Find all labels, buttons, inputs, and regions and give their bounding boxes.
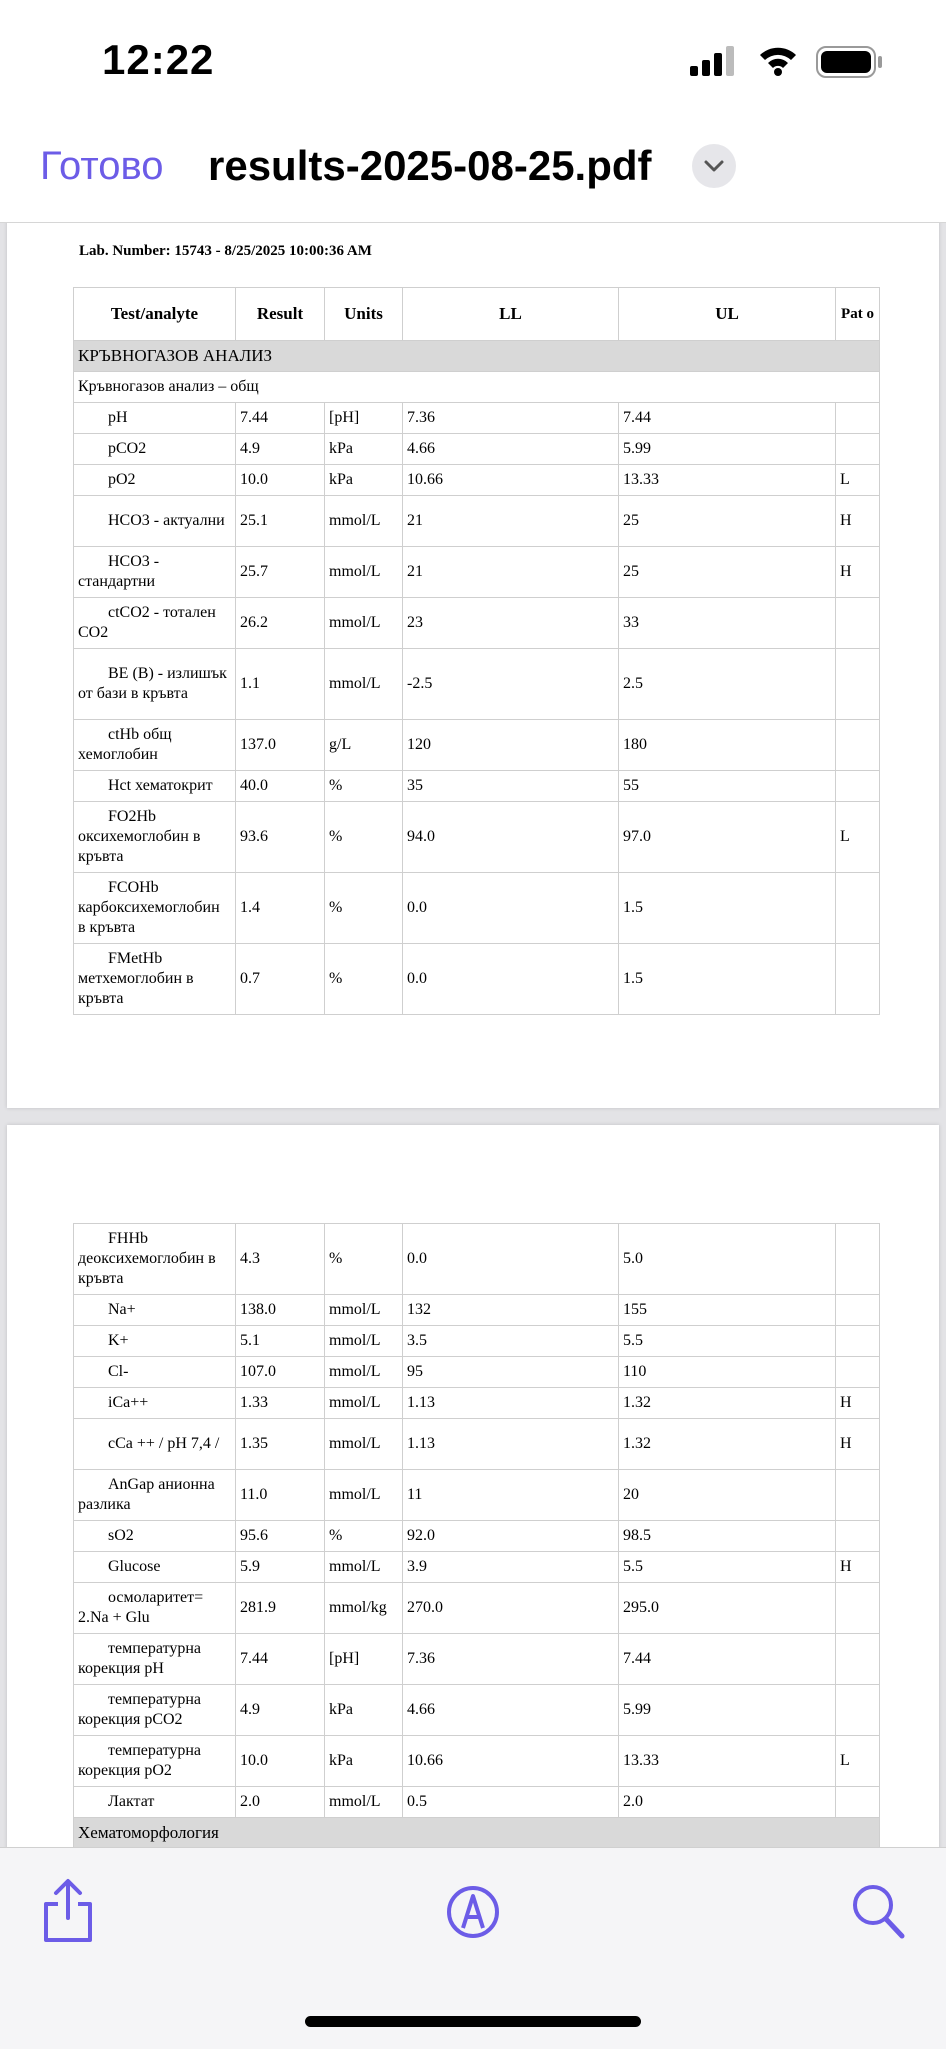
lower-limit: 132 — [403, 1295, 619, 1326]
upper-limit: 5.5 — [619, 1326, 836, 1357]
subsection-title: Кръвногазов анализ – общ — [74, 372, 880, 403]
results-table-page-2 — [73, 1223, 880, 1848]
table-row — [74, 598, 880, 649]
upper-limit: 7.44 — [619, 403, 836, 434]
upper-limit: 5.0 — [619, 1224, 836, 1295]
result-value: 1.35 — [236, 1419, 325, 1470]
result-value: 107.0 — [236, 1357, 325, 1388]
result-value: 25.7 — [236, 547, 325, 598]
pathology-flag — [836, 1521, 880, 1552]
units-value: mmol/L — [325, 547, 403, 598]
chevron-down-icon — [703, 159, 725, 173]
upper-limit: 1.32 — [619, 1419, 836, 1470]
search-icon[interactable] — [850, 1882, 906, 1942]
lower-limit: 10.66 — [403, 1736, 619, 1787]
analyte-name: sO2 — [74, 1521, 236, 1552]
lower-limit: -2.5 — [403, 649, 619, 720]
pathology-flag — [836, 1295, 880, 1326]
units-value: [pH] — [325, 1634, 403, 1685]
pathology-flag — [836, 598, 880, 649]
analyte-name: ctHb общ хемоглобин — [74, 720, 236, 771]
analyte-name: осмоларитет= 2.Na + Glu — [74, 1583, 236, 1634]
result-value: 1.4 — [236, 873, 325, 944]
pathology-flag — [836, 649, 880, 720]
bottom-toolbar — [0, 1847, 946, 2049]
pathology-flag — [836, 873, 880, 944]
result-value: 138.0 — [236, 1295, 325, 1326]
units-value: % — [325, 1224, 403, 1295]
result-value: 10.0 — [236, 465, 325, 496]
column-header: Pat o — [836, 288, 880, 341]
analyte-name: AnGap анионна разлика — [74, 1470, 236, 1521]
upper-limit: 5.99 — [619, 434, 836, 465]
analyte-name: HCO3 - актуални — [74, 496, 236, 547]
title-menu-button[interactable] — [692, 144, 736, 188]
table-row — [74, 649, 880, 720]
upper-limit: 1.32 — [619, 1388, 836, 1419]
table-row — [74, 1787, 880, 1818]
markup-icon[interactable] — [445, 1884, 501, 1940]
units-value: kPa — [325, 434, 403, 465]
analyte-name: температурна корекция pO2 — [74, 1736, 236, 1787]
result-value: 1.1 — [236, 649, 325, 720]
column-header: LL — [403, 288, 619, 341]
lower-limit: 4.66 — [403, 434, 619, 465]
pdf-page-2 — [7, 1125, 939, 1848]
result-value: 11.0 — [236, 1470, 325, 1521]
upper-limit: 97.0 — [619, 802, 836, 873]
pathology-flag — [836, 1634, 880, 1685]
table-row — [74, 944, 880, 1015]
lower-limit: 3.5 — [403, 1326, 619, 1357]
analyte-name: Hct хематокрит — [74, 771, 236, 802]
lower-limit: 270.0 — [403, 1583, 619, 1634]
table-row — [74, 403, 880, 434]
pathology-flag: L — [836, 465, 880, 496]
result-value: 5.9 — [236, 1552, 325, 1583]
cellular-signal-icon — [690, 46, 738, 78]
lower-limit: 0.0 — [403, 944, 619, 1015]
column-header: UL — [619, 288, 836, 341]
section-row — [74, 341, 880, 372]
wifi-icon — [758, 44, 798, 76]
units-value: mmol/kg — [325, 1583, 403, 1634]
result-value: 40.0 — [236, 771, 325, 802]
lower-limit: 7.36 — [403, 1634, 619, 1685]
lower-limit: 21 — [403, 496, 619, 547]
table-row — [74, 1326, 880, 1357]
lower-limit: 23 — [403, 598, 619, 649]
upper-limit: 295.0 — [619, 1583, 836, 1634]
table-row — [74, 1470, 880, 1521]
result-value: 10.0 — [236, 1736, 325, 1787]
analyte-name: ctCO2 - тотален CO2 — [74, 598, 236, 649]
lower-limit: 35 — [403, 771, 619, 802]
analyte-name: cCa ++ / pH 7,4 / — [74, 1419, 236, 1470]
upper-limit: 2.0 — [619, 1787, 836, 1818]
analyte-name: температурна корекция pCO2 — [74, 1685, 236, 1736]
upper-limit: 7.44 — [619, 1634, 836, 1685]
units-value: % — [325, 1521, 403, 1552]
analyte-name: Лактат — [74, 1787, 236, 1818]
status-bar — [0, 0, 946, 120]
upper-limit: 5.99 — [619, 1685, 836, 1736]
units-value: mmol/L — [325, 1357, 403, 1388]
upper-limit: 33 — [619, 598, 836, 649]
upper-limit: 2.5 — [619, 649, 836, 720]
lower-limit: 10.66 — [403, 465, 619, 496]
analyte-name: pO2 — [74, 465, 236, 496]
units-value: kPa — [325, 1685, 403, 1736]
analyte-name: FHHb деоксихемоглобин в кръвта — [74, 1224, 236, 1295]
document-title[interactable]: results-2025-08-25.pdf — [208, 142, 652, 189]
table-header-row — [74, 288, 880, 341]
result-value: 7.44 — [236, 403, 325, 434]
lower-limit: 1.13 — [403, 1388, 619, 1419]
result-value: 7.44 — [236, 1634, 325, 1685]
pathology-flag — [836, 771, 880, 802]
table-row — [74, 720, 880, 771]
upper-limit: 98.5 — [619, 1521, 836, 1552]
pathology-flag — [836, 1224, 880, 1295]
units-value: kPa — [325, 1736, 403, 1787]
units-value: % — [325, 771, 403, 802]
table-row — [74, 1357, 880, 1388]
upper-limit: 20 — [619, 1470, 836, 1521]
lower-limit: 1.13 — [403, 1419, 619, 1470]
pathology-flag: L — [836, 802, 880, 873]
table-row — [74, 1224, 880, 1295]
result-value: 4.9 — [236, 1685, 325, 1736]
pdf-page-1 — [7, 223, 939, 1108]
column-header: Test/analyte — [74, 288, 236, 341]
result-value: 2.0 — [236, 1787, 325, 1818]
units-value: mmol/L — [325, 1295, 403, 1326]
units-value: % — [325, 944, 403, 1015]
pathology-flag: H — [836, 547, 880, 598]
units-value: kPa — [325, 465, 403, 496]
analyte-name: FCOHb карбоксихемоглобин в кръвта — [74, 873, 236, 944]
pathology-flag — [836, 720, 880, 771]
units-value: mmol/L — [325, 649, 403, 720]
table-row — [74, 496, 880, 547]
pathology-flag: H — [836, 496, 880, 547]
battery-icon — [816, 46, 884, 78]
pathology-flag: H — [836, 1388, 880, 1419]
section-row — [74, 1818, 880, 1849]
result-value: 1.33 — [236, 1388, 325, 1419]
analyte-name: iCa++ — [74, 1388, 236, 1419]
pathology-flag — [836, 1685, 880, 1736]
table-row — [74, 1388, 880, 1419]
lower-limit: 4.66 — [403, 1685, 619, 1736]
units-value: % — [325, 873, 403, 944]
upper-limit: 25 — [619, 547, 836, 598]
lower-limit: 94.0 — [403, 802, 619, 873]
lower-limit: 95 — [403, 1357, 619, 1388]
pathology-flag — [836, 403, 880, 434]
units-value: mmol/L — [325, 1470, 403, 1521]
units-value: [pH] — [325, 403, 403, 434]
results-table-page-1 — [73, 287, 880, 1015]
section-title: Хематоморфология — [74, 1818, 880, 1849]
pathology-flag — [836, 1787, 880, 1818]
units-value: mmol/L — [325, 1419, 403, 1470]
table-row — [74, 802, 880, 873]
lower-limit: 0.0 — [403, 1224, 619, 1295]
table-row — [74, 547, 880, 598]
pathology-flag — [836, 1583, 880, 1634]
analyte-name: FO2Hb оксихемоглобин в кръвта — [74, 802, 236, 873]
lower-limit: 120 — [403, 720, 619, 771]
table-row — [74, 1685, 880, 1736]
table-row — [74, 1552, 880, 1583]
result-value: 93.6 — [236, 802, 325, 873]
units-value: mmol/L — [325, 1787, 403, 1818]
column-header: Result — [236, 288, 325, 341]
analyte-name: pH — [74, 403, 236, 434]
pathology-flag — [836, 434, 880, 465]
lab-number-header: Lab. Number: 15743 - 8/25/2025 10:00:36 AM — [79, 243, 372, 259]
upper-limit: 13.33 — [619, 1736, 836, 1787]
upper-limit: 110 — [619, 1357, 836, 1388]
result-value: 4.3 — [236, 1224, 325, 1295]
column-header: Units — [325, 288, 403, 341]
pathology-flag: L — [836, 1736, 880, 1787]
pdf-viewer[interactable] — [0, 223, 946, 1848]
subsection-row — [74, 372, 880, 403]
upper-limit: 1.5 — [619, 944, 836, 1015]
status-time: 12:22 — [102, 36, 215, 83]
lower-limit: 21 — [403, 547, 619, 598]
upper-limit: 5.5 — [619, 1552, 836, 1583]
result-value: 5.1 — [236, 1326, 325, 1357]
lower-limit: 3.9 — [403, 1552, 619, 1583]
units-value: mmol/L — [325, 1326, 403, 1357]
table-row — [74, 1521, 880, 1552]
upper-limit: 55 — [619, 771, 836, 802]
result-value: 281.9 — [236, 1583, 325, 1634]
upper-limit: 25 — [619, 496, 836, 547]
table-row — [74, 1419, 880, 1470]
result-value: 25.1 — [236, 496, 325, 547]
table-row — [74, 1295, 880, 1326]
lower-limit: 0.0 — [403, 873, 619, 944]
table-row — [74, 465, 880, 496]
pathology-flag: H — [836, 1419, 880, 1470]
units-value: mmol/L — [325, 496, 403, 547]
upper-limit: 180 — [619, 720, 836, 771]
result-value: 137.0 — [236, 720, 325, 771]
lower-limit: 11 — [403, 1470, 619, 1521]
units-value: % — [325, 802, 403, 873]
units-value: mmol/L — [325, 1388, 403, 1419]
result-value: 4.9 — [236, 434, 325, 465]
table-row — [74, 1736, 880, 1787]
result-value: 0.7 — [236, 944, 325, 1015]
done-button[interactable]: Готово — [40, 144, 164, 188]
lower-limit: 0.5 — [403, 1787, 619, 1818]
analyte-name: температурна корекция pH — [74, 1634, 236, 1685]
analyte-name: BE (B) - излишък от бази в кръвта — [74, 649, 236, 720]
table-row — [74, 1634, 880, 1685]
table-row — [74, 771, 880, 802]
navigation-bar — [0, 120, 946, 223]
analyte-name: Na+ — [74, 1295, 236, 1326]
pathology-flag — [836, 1470, 880, 1521]
analyte-name: Cl- — [74, 1357, 236, 1388]
home-indicator — [305, 2016, 641, 2027]
table-row — [74, 1583, 880, 1634]
analyte-name: HCO3 - стандартни — [74, 547, 236, 598]
analyte-name: FMetHb метхемоглобин в кръвта — [74, 944, 236, 1015]
table-row — [74, 873, 880, 944]
pathology-flag: H — [836, 1552, 880, 1583]
units-value: mmol/L — [325, 1552, 403, 1583]
section-title: КРЪВНОГАЗОВ АНАЛИЗ — [74, 341, 880, 372]
upper-limit: 13.33 — [619, 465, 836, 496]
pathology-flag — [836, 944, 880, 1015]
result-value: 95.6 — [236, 1521, 325, 1552]
result-value: 26.2 — [236, 598, 325, 649]
analyte-name: pCO2 — [74, 434, 236, 465]
analyte-name: Glucose — [74, 1552, 236, 1583]
pathology-flag — [836, 1357, 880, 1388]
analyte-name: K+ — [74, 1326, 236, 1357]
pathology-flag — [836, 1326, 880, 1357]
units-value: g/L — [325, 720, 403, 771]
lower-limit: 7.36 — [403, 403, 619, 434]
table-row — [74, 434, 880, 465]
units-value: mmol/L — [325, 598, 403, 649]
upper-limit: 155 — [619, 1295, 836, 1326]
lower-limit: 92.0 — [403, 1521, 619, 1552]
upper-limit: 1.5 — [619, 873, 836, 944]
share-icon[interactable] — [40, 1878, 96, 1944]
